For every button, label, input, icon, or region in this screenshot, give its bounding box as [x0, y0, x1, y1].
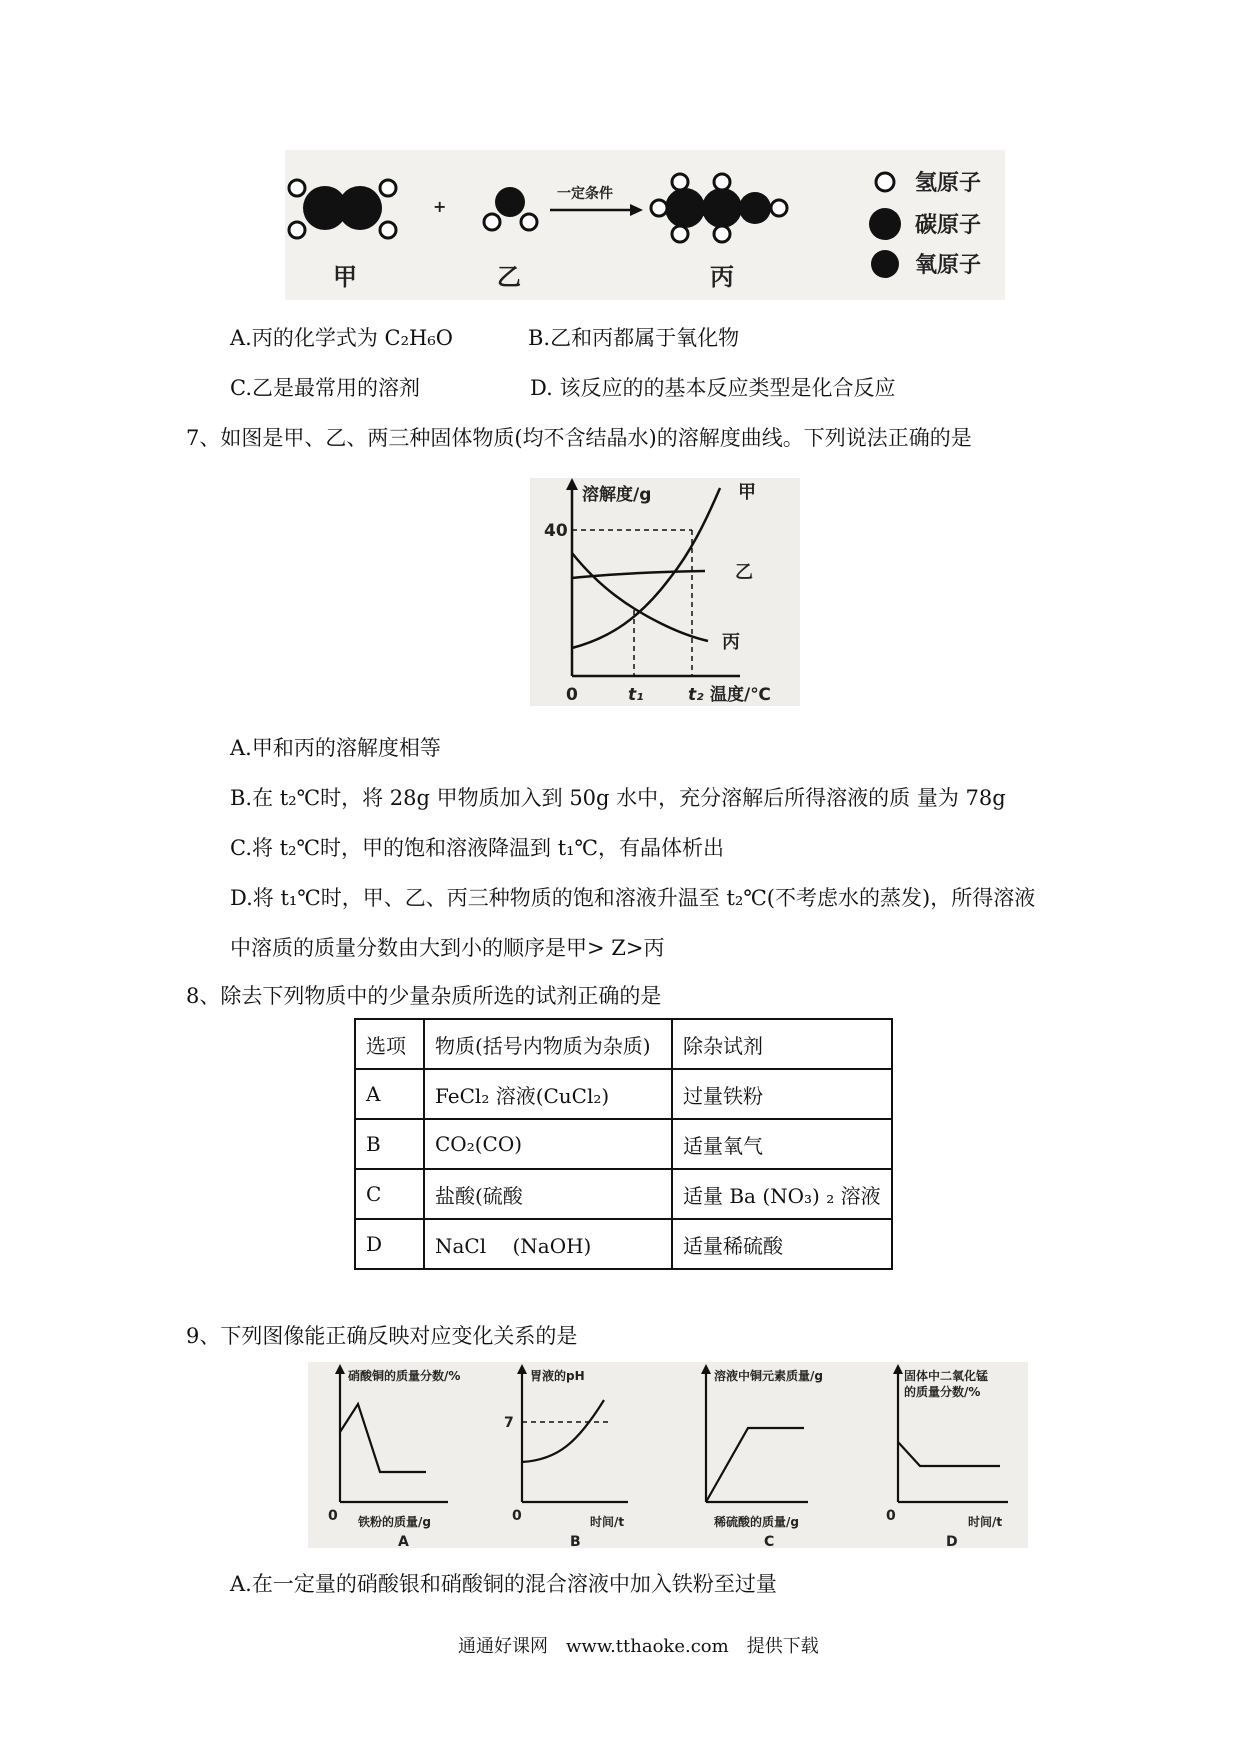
y-axis-label: 溶解度/g [582, 485, 652, 505]
svg-text:稀硫酸的质量/g: 稀硫酸的质量/g [714, 1515, 799, 1529]
svg-text:C: C [764, 1534, 775, 1548]
table-cell: B [355, 1119, 424, 1169]
table-cell: A [355, 1069, 424, 1119]
svg-text:氧原子: 氧原子 [915, 253, 982, 278]
label-yi: 乙 [497, 263, 521, 291]
q7-option-d-cont: 中溶质的质量分数由大到小的顺序是甲> Z>丙 [230, 936, 665, 960]
table-header-row [355, 1019, 892, 1069]
q7-option-a: A.甲和丙的溶解度相等 [230, 736, 441, 760]
table-cell: C [355, 1169, 424, 1219]
svg-text:的质量分数/%: 的质量分数/% [904, 1385, 981, 1399]
table-cell: 适量稀硫酸 [672, 1219, 892, 1269]
q6-option-a: A.丙的化学式为 C₂H₆O [230, 326, 453, 350]
table-header: 除杂试剂 [672, 1019, 892, 1069]
table-row [355, 1219, 892, 1269]
table-header: 物质(括号内物质为杂质) [424, 1019, 672, 1069]
table-cell: 过量铁粉 [672, 1069, 892, 1119]
svg-text:铁粉的质量/g: 铁粉的质量/g [358, 1515, 431, 1529]
svg-text:胃液的pH: 胃液的pH [530, 1369, 585, 1383]
svg-text:碳原子: 碳原子 [915, 213, 982, 238]
svg-text:D: D [946, 1534, 958, 1548]
atom-legend [869, 170, 981, 278]
table-row [355, 1069, 892, 1119]
reaction-figure [285, 150, 1005, 300]
q6-option-d: D. 该反应的的基本反应类型是化合反应 [530, 376, 896, 400]
solubility-chart [530, 478, 800, 706]
series-label-yi: 乙 [735, 562, 753, 583]
q6-option-b: B.乙和丙都属于氧化物 [528, 326, 740, 350]
svg-text:时间/t: 时间/t [968, 1515, 1003, 1529]
table-cell: CO₂(CO) [424, 1119, 672, 1169]
q6-option-c: C.乙是最常用的溶剂 [230, 376, 420, 400]
svg-text:时间/t: 时间/t [590, 1515, 625, 1529]
plus-sign: + [433, 197, 447, 216]
svg-text:7: 7 [504, 1415, 514, 1431]
q7-option-b: B.在 t₂℃时，将 28g 甲物质加入到 50g 水中，充分溶解后所得溶液的质 量为 78g [230, 786, 1006, 810]
svg-text:0: 0 [886, 1508, 896, 1524]
table-cell: 盐酸(硫酸 [424, 1169, 672, 1219]
page-footer: 通通好课网 www.tthaoke.com 提供下载 [458, 1636, 819, 1657]
q7-stem: 7、如图是甲、乙、两三种固体物质(均不含结晶水)的溶解度曲线。下列说法正确的是 [186, 426, 972, 450]
svg-text:固体中二氧化锰: 固体中二氧化锰 [904, 1369, 989, 1383]
table-cell: 适量氧气 [672, 1119, 892, 1169]
series-label-jia: 甲 [738, 482, 756, 503]
svg-text:A: A [398, 1534, 409, 1548]
x-tick-t1: t₁ [628, 685, 644, 705]
series-label-bing: 丙 [722, 632, 740, 653]
svg-text:B: B [570, 1534, 581, 1548]
q8-table [354, 1018, 893, 1270]
origin-label: 0 [566, 685, 578, 705]
table-row [355, 1169, 892, 1219]
svg-text:溶液中铜元素质量/g: 溶液中铜元素质量/g [714, 1369, 823, 1383]
label-bing: 丙 [710, 263, 734, 291]
svg-text:0: 0 [328, 1508, 338, 1524]
x-tick-t2: t₂ [688, 685, 704, 705]
y-tick-40: 40 [544, 521, 568, 541]
q7-option-d: D.将 t₁℃时，甲、乙、丙三种物质的饱和溶液升温至 t₂℃(不考虑水的蒸发)，所得溶液 [230, 886, 1036, 910]
table-cell: D [355, 1219, 424, 1269]
table-cell: FeCl₂ 溶液(CuCl₂) [424, 1069, 672, 1119]
q9-graphs-figure [308, 1362, 1028, 1548]
svg-text:0: 0 [512, 1508, 522, 1524]
q8-stem: 8、除去下列物质中的少量杂质所选的试剂正确的是 [186, 984, 662, 1008]
q9-stem: 9、下列图像能正确反映对应变化关系的是 [186, 1324, 578, 1348]
svg-text:氢原子: 氢原子 [915, 171, 982, 196]
svg-text:一定条件: 一定条件 [557, 186, 613, 202]
q9-option-a: A.在一定量的硝酸银和硝酸铜的混合溶液中加入铁粉至过量 [230, 1572, 777, 1596]
table-cell: NaCl (NaOH) [424, 1219, 672, 1269]
table-row [355, 1119, 892, 1169]
svg-text:硝酸铜的质量分数/%: 硝酸铜的质量分数/% [348, 1369, 461, 1383]
q7-option-c: C.将 t₂℃时，甲的饱和溶液降温到 t₁℃，有晶体析出 [230, 836, 725, 860]
x-axis-label: 温度/℃ [710, 685, 771, 705]
table-cell: 适量 Ba (NO₃) ₂ 溶液 [672, 1169, 892, 1219]
label-jia: 甲 [333, 263, 357, 291]
table-header: 选项 [355, 1019, 424, 1069]
